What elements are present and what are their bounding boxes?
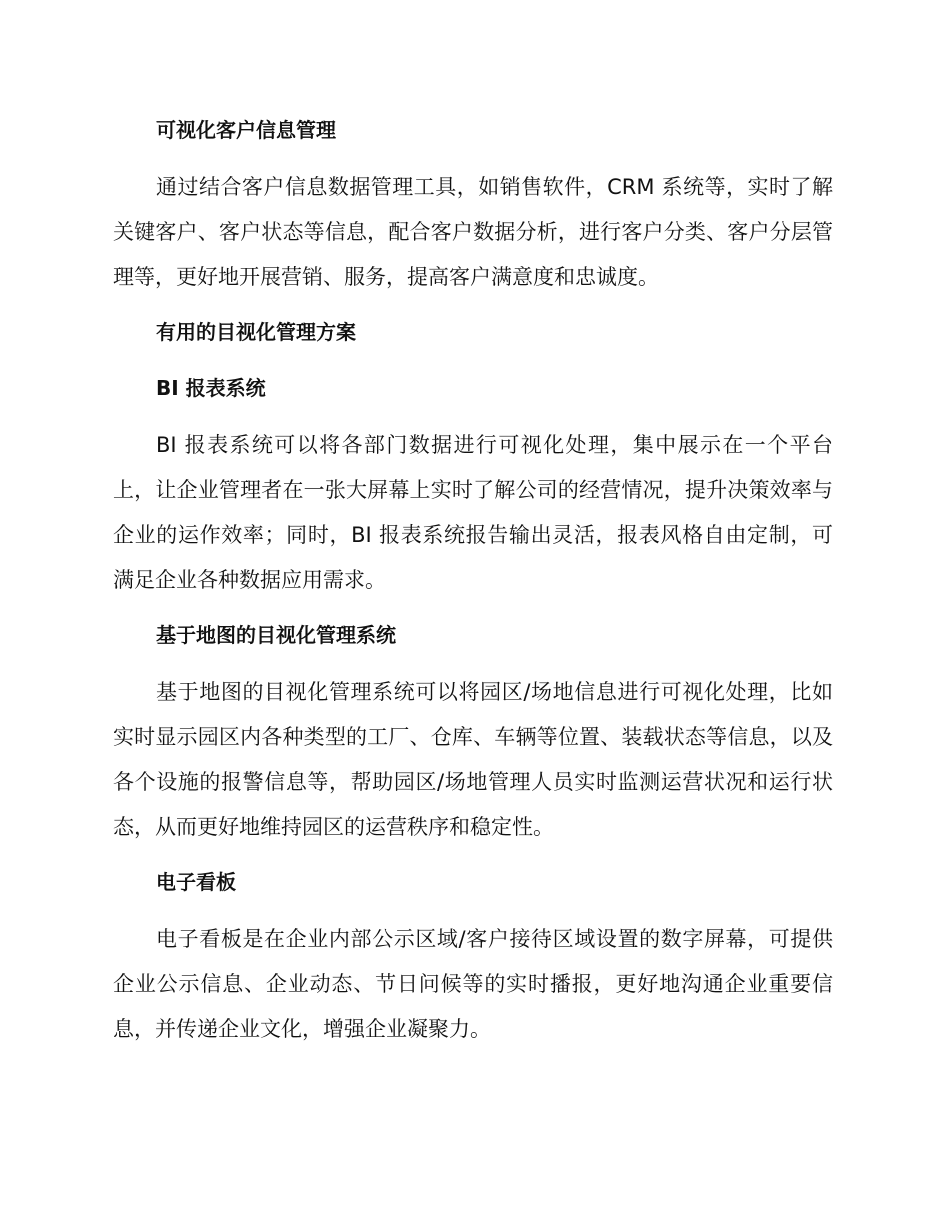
section-heading-bi: BI 报表系统 [156, 376, 266, 400]
section-heading-board: 电子看板 [156, 870, 236, 894]
section-paragraph-crm: 通过结合客户信息数据管理工具，如销售软件，CRM 系统等，实时了解关键客户、客户状态等信息，配合客户数据分析，进行客户分类、客户分层管理等，更好地开展营销、服务，提高客户满意度和忠诚度。 [113, 175, 833, 289]
section-heading-crm: 可视化客户信息管理 [156, 118, 336, 142]
document-body [113, 110, 833, 1052]
section-heading-solutions: 有用的目视化管理方案 [156, 320, 356, 344]
section-paragraph-board: 电子看板是在企业内部公示区域/客户接待区域设置的数字屏幕，可提供企业公示信息、企业动态、节日问候等的实时播报，更好地沟通企业重要信息，并传递企业文化，增强企业凝聚力。 [113, 927, 833, 1041]
section-paragraph-bi: BI 报表系统可以将各部门数据进行可视化处理，集中展示在一个平台上，让企业管理者在一张大屏幕上实时了解公司的经营情况，提升决策效率与企业的运作效率；同时，BI 报表系统报告输出灵活，报表风格自由定制，可满足企业各种数据应用需求。 [113, 433, 833, 592]
section-paragraph-map: 基于地图的目视化管理系统可以将园区/场地信息进行可视化处理，比如实时显示园区内各种类型的工厂、仓库、车辆等位置、装载状态等信息，以及各个设施的报警信息等，帮助园区/场地管理人员实时监测运营状况和运行状态，从而更好地维持园区的运营秩序和稳定性。 [113, 680, 833, 839]
section-heading-map: 基于地图的目视化管理系统 [156, 623, 396, 647]
